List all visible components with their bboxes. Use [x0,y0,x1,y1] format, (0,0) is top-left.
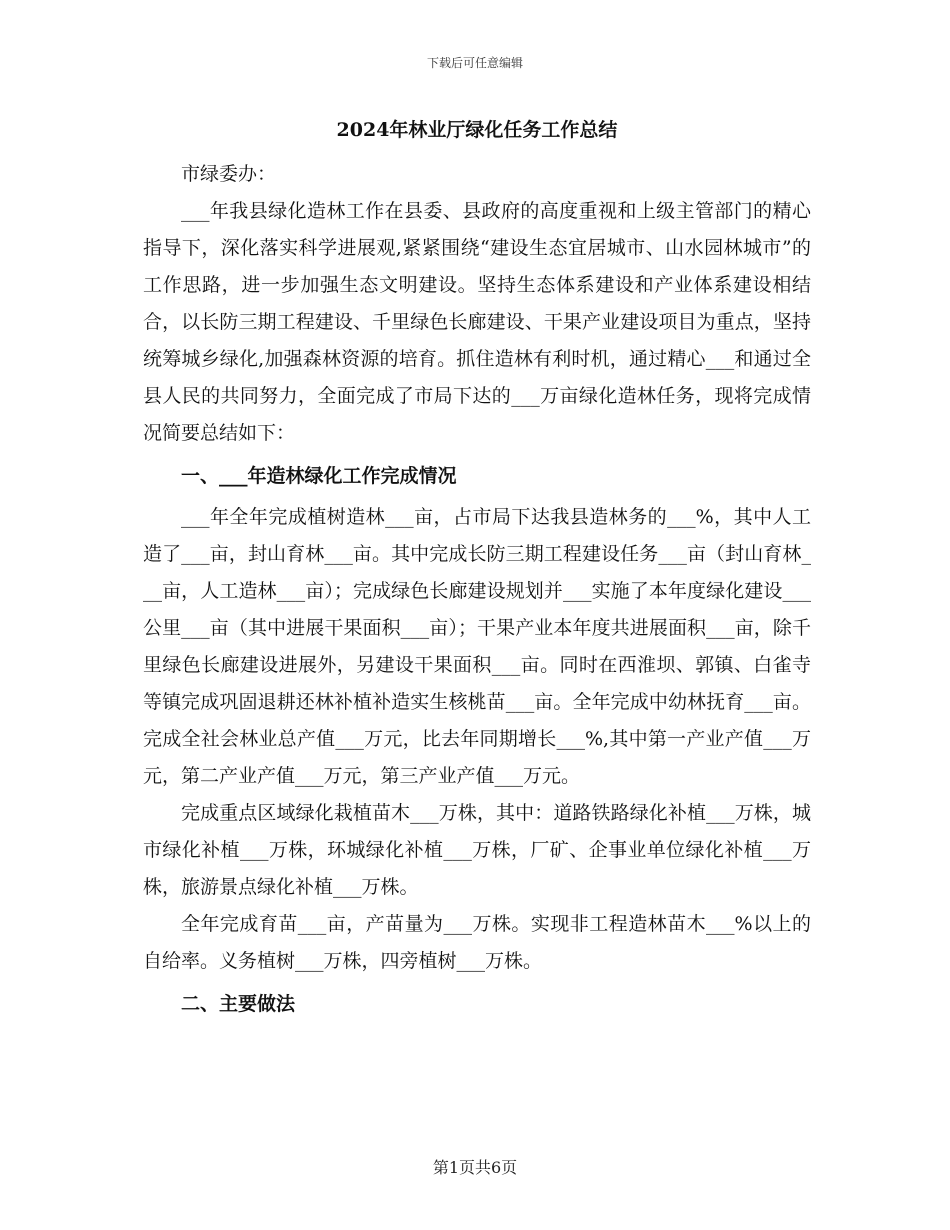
section-heading-1: 一、___年造林绿化工作完成情况 [181,465,457,487]
document-title: 2024年林业厅绿化任务工作总结 [336,119,618,141]
paragraph-intro: ___年我县绿化造林工作在县委、县政府的高度重视和上级主管部门的精心指导下，深化落实科学进展观,紧紧围绕“建设生态宜居城市、山水园林城市”的工作思路，进一步加强生态文明建设。坚持生态体系建设和产业体系建设相结合，以长防三期工程建设、千里绿色长廊建设、干果产业建设项目为重点，坚持统筹城乡绿化,加强森林资源的培育。抓住造林有利时机，通过精心___和通过全县人民的共同努力，全面完成了市局下达的___万亩绿化造林任务，现将完成情况简要总结如下： [143,200,811,444]
page-number: 第1页共6页 [432,1158,518,1177]
paragraph-nursery: 全年完成育苗___亩，产苗量为___万株。实现非工程造林苗木___%以上的自给率。义务植树___万株，四旁植树___万株。 [143,913,811,972]
salutation: 市绿委办： [181,163,277,185]
header-note: 下载后可任意编辑 [426,56,523,70]
document-body [143,114,811,1027]
paragraph-completion: ___年全年完成植树造林___亩，占市局下达我县造林务的___%，其中人工造了___亩，封山育林___亩。其中完成长防三期工程建设任务___亩（封山育林___亩，人工造林___亩）；完成绿色长廊建设规划并___实施了本年度绿化建设___公里___亩（其中进展干果面积___亩）；干果产业本年度共进展面积___亩，除千里绿色长廊建设进展外，另建设干果面积___亩。同时在西淮坝、郭镇、白雀寺等镇完成巩固退耕还林补植补造实生核桃苗___亩。全年完成中幼林抚育___亩。完成全社会林业总产值___万元，比去年同期增长___%,其中第一产业产值___万元，第二产业产值___万元，第三产业产值___万元。 [143,506,811,787]
section-heading-2: 二、主要做法 [181,993,296,1015]
paragraph-key-areas: 完成重点区域绿化栽植苗木___万株，其中：道路铁路绿化补植___万株，城市绿化补植___万株，环城绿化补植___万株，厂矿、企事业单位绿化补植___万株，旅游景点绿化补植___万株。 [143,802,811,898]
